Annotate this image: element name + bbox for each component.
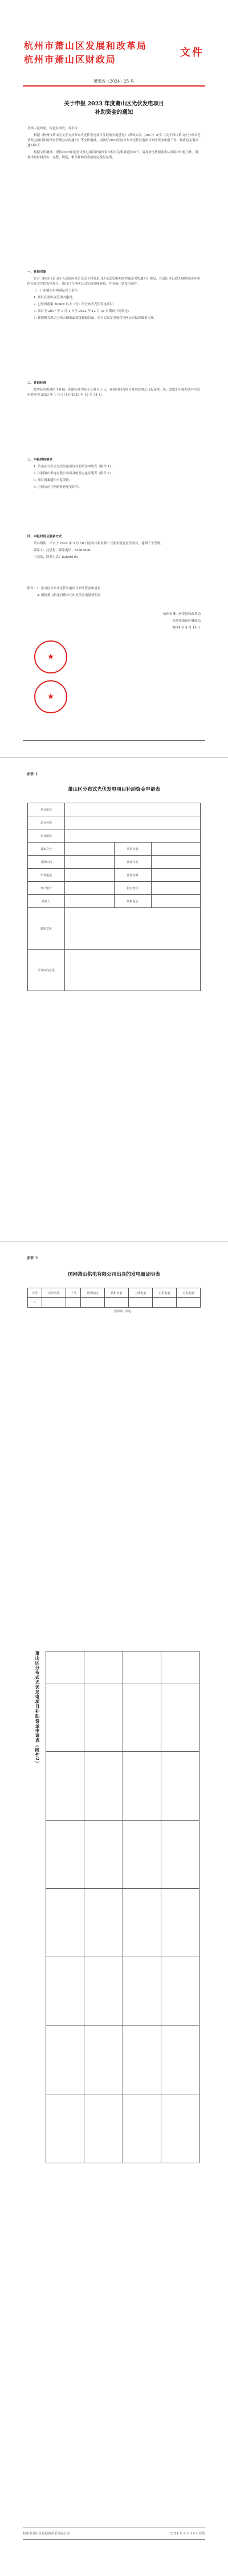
signature-block	[27, 612, 201, 632]
section-3	[27, 455, 201, 492]
page-separator	[0, 1241, 228, 1242]
section-paragraph: 1. 萧山区分布式光伏发电项目补助资金申请表（附件 1）；	[34, 465, 115, 469]
table-cell	[42, 1298, 66, 1308]
table-row	[46, 1888, 199, 1957]
table-cell: 1	[28, 1298, 42, 1308]
section-paragraph: 1. 项目在萧山区范围内建设；	[34, 296, 75, 299]
seal-star-icon: ★	[47, 692, 55, 701]
table-cell	[65, 816, 201, 829]
table-cell	[84, 2094, 123, 2163]
table-cell	[161, 1820, 199, 1888]
section-heading: 三、申报材料要求	[27, 458, 53, 462]
table-cell	[65, 829, 201, 843]
table-cell	[46, 1957, 84, 2026]
masthead-issuer-2: 杭州市萧山区财政局	[24, 54, 117, 65]
section-paragraph: 按实际发电量给予补助，补助标准为每千瓦时 0.1 元，补助时间为项目并网发电之日起连续三年，2023 年度补助对应发电时间为 2023 年 1 月 1 日至 2023 年 12 月 31 日。	[27, 388, 200, 397]
attachment-item: 2. 国网萧山供电有限公司出具的发电量证明表	[37, 594, 101, 597]
official-seal-right	[34, 680, 67, 713]
table-header-cell: 户号	[66, 1288, 80, 1298]
document-number: 萧发改〔2024〕25 号	[93, 79, 135, 84]
printing-footer	[23, 2531, 205, 2537]
section-heading: 四、申报时间及联系方式	[27, 535, 62, 539]
table-cell	[65, 843, 115, 856]
table-row	[28, 829, 201, 843]
attachment-2-title: 国网萧山供电有限公司出具的发电量证明表	[68, 1272, 160, 1277]
table-cell	[46, 2026, 84, 2094]
section-paragraph: 4. 按照相关规定已纳入国家或省级补助目录，项目实际发电量以电网公司结算数据为准。	[34, 317, 157, 320]
table-cell: 联系人	[28, 895, 65, 908]
table-row	[28, 1298, 201, 1308]
table-header-cell: 自用电量	[152, 1288, 176, 1298]
table-cell: 区发改局意见	[28, 950, 65, 991]
table-cell	[152, 1298, 176, 1308]
table-cell	[65, 950, 201, 991]
table-cell	[66, 1298, 80, 1308]
table-cell	[84, 2026, 123, 2094]
table-cell	[46, 1888, 84, 1957]
table-header-row	[28, 1288, 201, 1298]
table-header-cell: 序号	[28, 1288, 42, 1298]
table-cell	[123, 1683, 161, 1751]
masthead	[24, 39, 204, 72]
table-cell	[46, 2094, 84, 2163]
row-note: 国网萧山供电	[114, 1310, 132, 1313]
table-row	[46, 1820, 199, 1888]
section-4	[27, 532, 201, 562]
table-cell	[161, 2094, 199, 2163]
attachment-item: 附件：1. 萧山区分布式光伏发电项目补助资金申请表	[27, 587, 100, 590]
table-cell	[176, 1298, 200, 1308]
table-cell: 银行账号	[114, 882, 151, 895]
table-cell	[128, 1298, 152, 1308]
table-cell	[123, 1651, 161, 1683]
section-heading: 二、补助标准	[27, 381, 47, 385]
page-divider	[23, 740, 205, 741]
attachment-1-label: 附件 1	[27, 773, 38, 777]
table-cell	[151, 869, 201, 882]
body-text	[27, 126, 201, 162]
signature-right: 杭州市萧山区财政局	[172, 619, 201, 623]
table-cell: 项目地址	[28, 829, 65, 843]
table-cell	[65, 908, 201, 950]
footer-issuer: 杭州市萧山区发展和改革局办公室	[23, 2532, 70, 2536]
table-cell	[46, 1752, 84, 1820]
table-row	[46, 2094, 199, 2163]
signature-left: 杭州市萧山区发展和改革局	[162, 613, 201, 616]
table-cell	[84, 1820, 123, 1888]
page-separator	[0, 757, 228, 758]
power-generation-table	[27, 1288, 201, 1308]
table-cell	[46, 1683, 84, 1751]
table-cell	[46, 1820, 84, 1888]
document-title	[0, 100, 228, 117]
table-cell	[104, 1298, 128, 1308]
table-row	[46, 1651, 199, 1683]
section-heading: 一、补助对象	[27, 270, 47, 274]
table-row	[46, 1752, 199, 1820]
table-row	[28, 843, 201, 856]
intro-paragraph: 根据文件精神，现将2023年度光伏发电项目补助资金申报有关事项通知如下，请各单位按照要求认真组织申报工作，确保申报材料真实、完整、规范，相关补助资金按规定及时兑现。	[27, 151, 199, 159]
table-cell	[161, 1683, 199, 1751]
attachment-2-label: 附件 2	[27, 1256, 38, 1260]
table-cell	[151, 856, 201, 869]
table-row	[28, 895, 201, 908]
table-cell	[161, 1888, 199, 1957]
rotated-form-title: 萧山区分布式光伏发电项目补助资金申请表（附件2）	[35, 1651, 40, 1766]
table-cell: 开户银行	[28, 882, 65, 895]
red-divider	[23, 85, 205, 87]
footer-divider-bottom	[23, 2539, 205, 2540]
table-header-cell: 总发电量	[176, 1288, 200, 1298]
table-header-cell: 上网电量	[128, 1288, 152, 1298]
table-row	[28, 816, 201, 829]
official-seal-left	[34, 640, 67, 673]
table-cell: 年发电量	[28, 869, 65, 882]
section-paragraph: 联系人：沈思思，联系电话：82865896；	[34, 549, 93, 552]
section-paragraph: （一）补助项目须满足以下条件：	[34, 289, 81, 293]
salutation: 各镇人民政府、街道办事处，各平台：	[27, 127, 81, 130]
table-cell: 镇街意见	[28, 908, 65, 950]
table-cell: 并网时间	[28, 856, 65, 869]
footer-date: 2024 年 4 月 19 日印发	[170, 2532, 205, 2536]
table-cell	[151, 843, 201, 856]
table-cell: 项目名称	[28, 816, 65, 829]
title-line-2: 补助资金的通知	[95, 109, 133, 116]
section-1	[27, 268, 201, 323]
table-cell	[84, 1888, 123, 1957]
table-cell: 项目单位	[28, 803, 65, 816]
table-cell	[161, 1651, 199, 1683]
section-paragraph: 2. 已取得备案 300kw 以上（含）的分布式光伏发电项目；	[34, 303, 116, 306]
intro-paragraph: 根据《杭州市萧山区关于支持分布式光伏发电项目发展的实施意见》（萧政办发〔2017〕5号）《关于修订萧山区分布式光伏发电项目补助资金管理办法的通知》等文件精神，为做好2023年度分布式光伏发电项目补助资金申报工作，现将有关事项通知如下：	[27, 134, 201, 147]
table-cell	[80, 1298, 104, 1308]
table-cell	[65, 803, 201, 816]
table-header-cell: 项目名称	[42, 1288, 66, 1298]
application-form-table	[27, 803, 201, 991]
section-2	[27, 379, 201, 400]
table-cell	[123, 2094, 161, 2163]
section-paragraph: 4. 电网公司并网验收意见复印件。	[34, 486, 82, 489]
table-cell	[46, 1651, 84, 1683]
table-cell	[65, 869, 115, 882]
masthead-suffix: 文件	[180, 47, 204, 59]
section-paragraph: 2. 国网萧山供电有限公司出具的发电量证明表（附件 2）；	[34, 472, 115, 475]
table-cell	[161, 2026, 199, 2094]
table-cell	[151, 895, 201, 908]
table-cell: 补助年度	[114, 856, 151, 869]
table-cell	[65, 856, 115, 869]
table-cell	[151, 882, 201, 895]
table-row	[46, 1957, 199, 2026]
section-paragraph: 3. 项目备案通知书复印件；	[34, 479, 72, 482]
table-cell	[84, 1683, 123, 1751]
title-line-1: 关于申报 2023 年度萧山区光伏发电项目	[64, 101, 164, 107]
table-header-cell: 装机容量	[104, 1288, 128, 1298]
table-cell	[65, 895, 115, 908]
section-paragraph: 请各镇街、平台于 2024 年 5 月 10 日前将申报材料一式两份报送区发改局，逾期不予受理。	[34, 542, 164, 545]
attachments-list	[27, 586, 201, 600]
table-header-cell: 并网时间	[80, 1288, 104, 1298]
table-row	[28, 950, 201, 991]
section-paragraph: 3. 项目于 2017 年 1 月 1 日至 2023 年 12 月 31 日期间并网发电；	[34, 310, 131, 313]
table-cell: 联系电话	[114, 895, 151, 908]
table-cell	[123, 2026, 161, 2094]
table-cell	[84, 1752, 123, 1820]
table-cell	[84, 1957, 123, 2026]
table-row	[46, 1683, 199, 1751]
attachment-1-title: 萧山区分布式光伏发电项目补助资金申请表	[68, 787, 160, 792]
table-row	[28, 882, 201, 895]
table-cell: 备案文号	[28, 843, 65, 856]
table-row	[28, 869, 201, 882]
table-cell	[123, 1888, 161, 1957]
table-row	[46, 2026, 199, 2094]
table-cell	[123, 1752, 161, 1820]
table-row	[28, 856, 201, 869]
table-cell	[161, 1752, 199, 1820]
table-cell	[65, 882, 115, 895]
signature-date: 2024 年 4 月 19 日	[172, 626, 201, 630]
table-cell	[123, 1957, 161, 2026]
table-cell	[123, 1820, 161, 1888]
table-cell	[84, 1651, 123, 1683]
rotated-form-table	[46, 1651, 199, 2163]
section-paragraph: 王某某，联系电话：82866195。	[34, 556, 81, 559]
table-row	[28, 908, 201, 950]
seal-star-icon: ★	[47, 652, 55, 662]
table-cell: 装机容量	[114, 843, 151, 856]
table-row	[28, 803, 201, 816]
table-cell: 补助金额	[114, 869, 151, 882]
masthead-issuer-1: 杭州市萧山区发展和改革局	[24, 40, 148, 51]
section-paragraph: 符合《杭州市萧山区人民政府办公室关于印发萧山区光伏发电补助实施意见的通知》规定，在萧山区行政区域内建成并网的分布式光伏发电项目，项目已在电网公司完成并网验收，并具备正常发电条件。	[27, 277, 200, 286]
table-cell	[161, 1957, 199, 2026]
